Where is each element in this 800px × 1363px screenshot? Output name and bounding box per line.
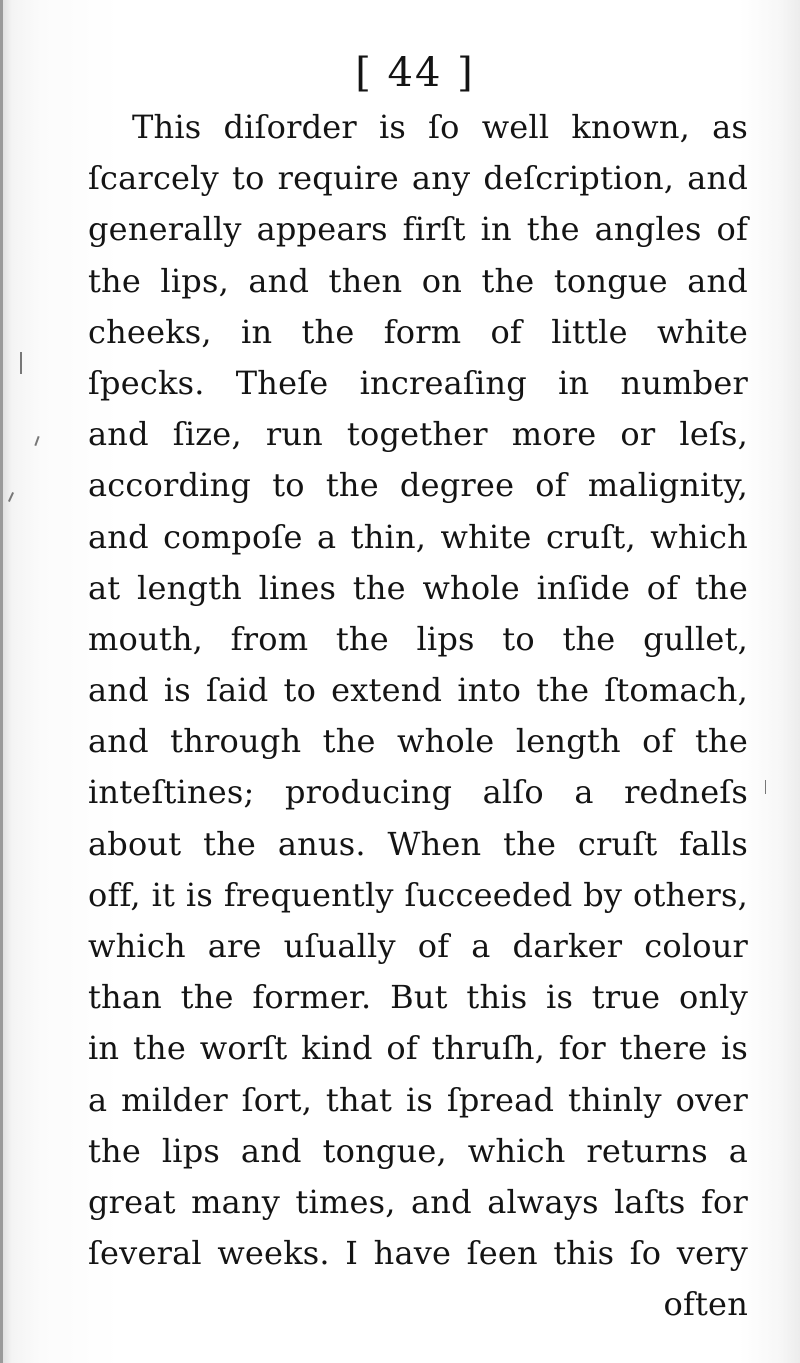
text-line: and ſize, run together more or leſs, xyxy=(88,415,748,454)
text-line: and is ſaid to extend into the ſtomach, xyxy=(88,671,748,710)
text-line: which are uſually of a darker colour xyxy=(88,927,748,965)
text-line: than the former. But this is true only xyxy=(88,978,748,1017)
text-line: about the anus. When the cruſt falls xyxy=(88,824,748,863)
ink-speck xyxy=(34,436,39,446)
text-line: and through the whole length of the xyxy=(88,722,748,761)
text-line: the lips, and then on the tongue and xyxy=(88,261,748,300)
text-line: generally appears firſt in the angles of xyxy=(88,210,748,249)
catchword: often xyxy=(663,1285,748,1324)
text-line: in the worſt kind of thruſh, for there is xyxy=(88,1029,748,1068)
text-line: inteſtines; producing alſo a redneſs xyxy=(88,773,748,812)
ink-speck xyxy=(20,352,22,374)
text-line: at length lines the whole inſide of the xyxy=(88,568,748,607)
text-line: a milder ſort, that is ſpread thinly over xyxy=(88,1080,748,1119)
text-line: mouth, from the lips to the gullet, xyxy=(88,619,748,658)
text-line: great many times, and always laſts for xyxy=(88,1182,748,1221)
text-line: ſcarcely to require any deſcription, and xyxy=(88,159,748,198)
body-text xyxy=(88,102,748,1331)
page-edge-shadow xyxy=(0,0,3,1363)
page-number: [ 44 ] xyxy=(355,50,475,96)
text-line: according to the degree of malignity, xyxy=(88,466,748,505)
ink-speck xyxy=(765,780,766,794)
text-line: ſeveral weeks. I have ſeen this ſo very xyxy=(88,1234,748,1273)
text-line: off, it is frequently ſucceeded by others, xyxy=(88,875,748,914)
text-line: and compoſe a thin, white cruſt, which xyxy=(88,517,748,556)
ink-speck xyxy=(8,492,14,502)
text-line: ſpecks. Theſe increaſing in number xyxy=(88,363,748,402)
text-line: cheeks, in the form of little white xyxy=(88,312,748,351)
text-line: This diſorder is ſo well known, as xyxy=(132,108,748,146)
text-line: the lips and tongue, which returns a xyxy=(88,1131,748,1170)
